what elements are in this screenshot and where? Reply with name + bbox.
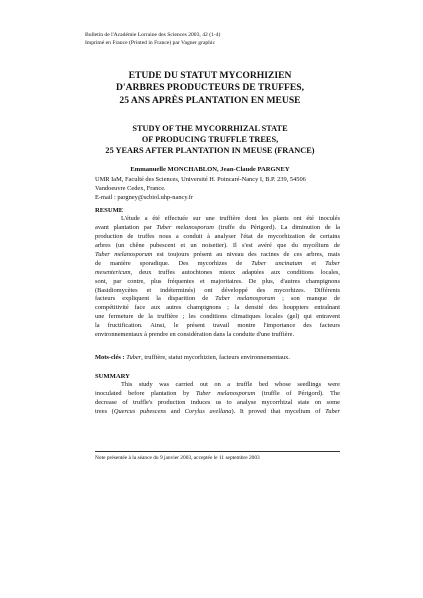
italic-term: Tuber melanosporum bbox=[156, 223, 214, 231]
summary-body bbox=[95, 381, 340, 417]
text-line: decrease of truffle's production induces us to analyse mycorrhizal state on some bbox=[95, 398, 340, 406]
text-line: de manière sporadique. Des mycorhizes de Tuber uncinatum et Tuber bbox=[95, 259, 340, 267]
text-line: environnementaux à prendre en considération dans la conduite d'une truffière. bbox=[95, 331, 295, 339]
italic-term: Tuber uncinatum bbox=[251, 259, 303, 267]
text-line: facteurs expliquent la disparition de Tuber melanosporum ; son manque de bbox=[95, 295, 340, 303]
journal-header bbox=[85, 31, 220, 47]
keywords-rest: , truffière, statut mycorhizien, facteurs environnementaux. bbox=[141, 354, 290, 361]
text-line: sont, par contre, plus fréquentes et majoritaires. De plus, d'autres champignons bbox=[95, 277, 340, 285]
text-line: This study was carried out on a truffle bed whose seedlings were bbox=[121, 381, 340, 388]
affiliation-line-1: UMR IaM, Faculté des Sciences, Université H. Poincaré-Nancy I, B.P. 239, 54506 bbox=[95, 176, 306, 183]
italic-term: Tuber melanosporum bbox=[95, 250, 153, 258]
affiliation-email[interactable]: E-mail : pargney@scbiol.uhp-nancy.fr bbox=[95, 193, 193, 201]
english-title bbox=[60, 123, 360, 156]
italic-term: Tuber melanosporum bbox=[195, 389, 256, 397]
text-line: trees (Quercus pubescens and Corylus avellana). It proved that mycelium of Tuber bbox=[95, 407, 340, 415]
french-title bbox=[60, 70, 360, 107]
french-title-line-3: 25 ANS APRÈS PLANTATION EN MEUSE bbox=[119, 94, 301, 106]
footnote: Note présentée à la séance du 9 janvier 2003, acceptée le 11 septembre 2003 bbox=[95, 455, 260, 461]
text-line: arbres (un chêne pubescent et un noisetier). Il s'est avéré que du mycélium de bbox=[95, 241, 340, 249]
italic-term: mesentericum bbox=[95, 268, 131, 276]
text-line: production de truffes nous a conduit à analyser l'état de mycorhization de certains bbox=[95, 232, 340, 240]
italic-term: Tuber melanosporum bbox=[215, 295, 276, 303]
french-title-line-1: ETUDE DU STATUT MYCORHIZIEN bbox=[128, 70, 292, 81]
author-list: Emmanuelle MONCHABLON, Jean-Claude PARGNEY bbox=[130, 166, 290, 173]
english-title-line-3: 25 YEARS AFTER PLANTATION IN MEUSE (FRANCE) bbox=[105, 146, 315, 155]
keywords-label: Mots-clés : bbox=[95, 354, 125, 361]
text-line: mesentericum, deux truffes autochtones mieux adaptées aux conditions locales, bbox=[95, 268, 340, 276]
english-title-line-2: OF PRODUCING TRUFFLE TREES, bbox=[141, 135, 279, 144]
summary-heading: SUMMARY bbox=[95, 373, 130, 380]
affiliation-line-2: Vandoeuvre Cedex, France. bbox=[95, 184, 166, 192]
italic-term: Tuber bbox=[325, 259, 340, 267]
italic-term: Tuber bbox=[325, 407, 340, 415]
resume-heading: RESUME bbox=[95, 207, 124, 214]
text-line: Tuber melanosporum est toujours présent au niveau des racines de ces arbres, mais bbox=[95, 250, 340, 258]
text-line: inoculated before plantation by Tuber melanosporum (truffle of Périgord). The bbox=[95, 389, 340, 397]
italic-term: Corylus avellana bbox=[184, 407, 232, 415]
resume-body bbox=[95, 215, 340, 340]
italic-term: Quercus pubescens bbox=[113, 407, 167, 415]
text-line: une fermeture de la truffière ; les conditions climatiques locales (gel) qui entravent bbox=[95, 313, 340, 321]
text-line: compétitivité face aux autres champignons ; la densité des houppiers entraînant bbox=[95, 304, 340, 312]
footnote-divider bbox=[95, 451, 340, 452]
journal-header-line-2: Imprimé en France (Printed in France) par Vagner graphic bbox=[85, 40, 216, 46]
text-line: la fructification. Ainsi, le présent travail montre l'importance des facteurs bbox=[95, 322, 340, 330]
text-line: (Basidiomycètes et indéterminés) ont développé des mycorhizes. Différents bbox=[95, 286, 340, 294]
journal-header-line-1: Bulletin de l'Académie Lorraine des Sciences 2003, 42 (1-4) bbox=[85, 32, 221, 38]
english-title-line-1: STUDY OF THE MYCORRHIZAL STATE bbox=[132, 124, 288, 133]
text-line: L'étude a été effectuée sur une truffière dont les plants ont été inoculés bbox=[121, 215, 340, 222]
keywords-tuber: Tuber bbox=[126, 354, 142, 361]
french-title-line-2: D'ARBRES PRODUCTEURS DE TRUFFES, bbox=[116, 82, 304, 94]
text-line: avant plantation par Tuber melanosporum (truffe du Périgord). La diminution de la bbox=[95, 223, 340, 231]
keywords bbox=[95, 354, 340, 363]
affiliation bbox=[95, 176, 340, 203]
